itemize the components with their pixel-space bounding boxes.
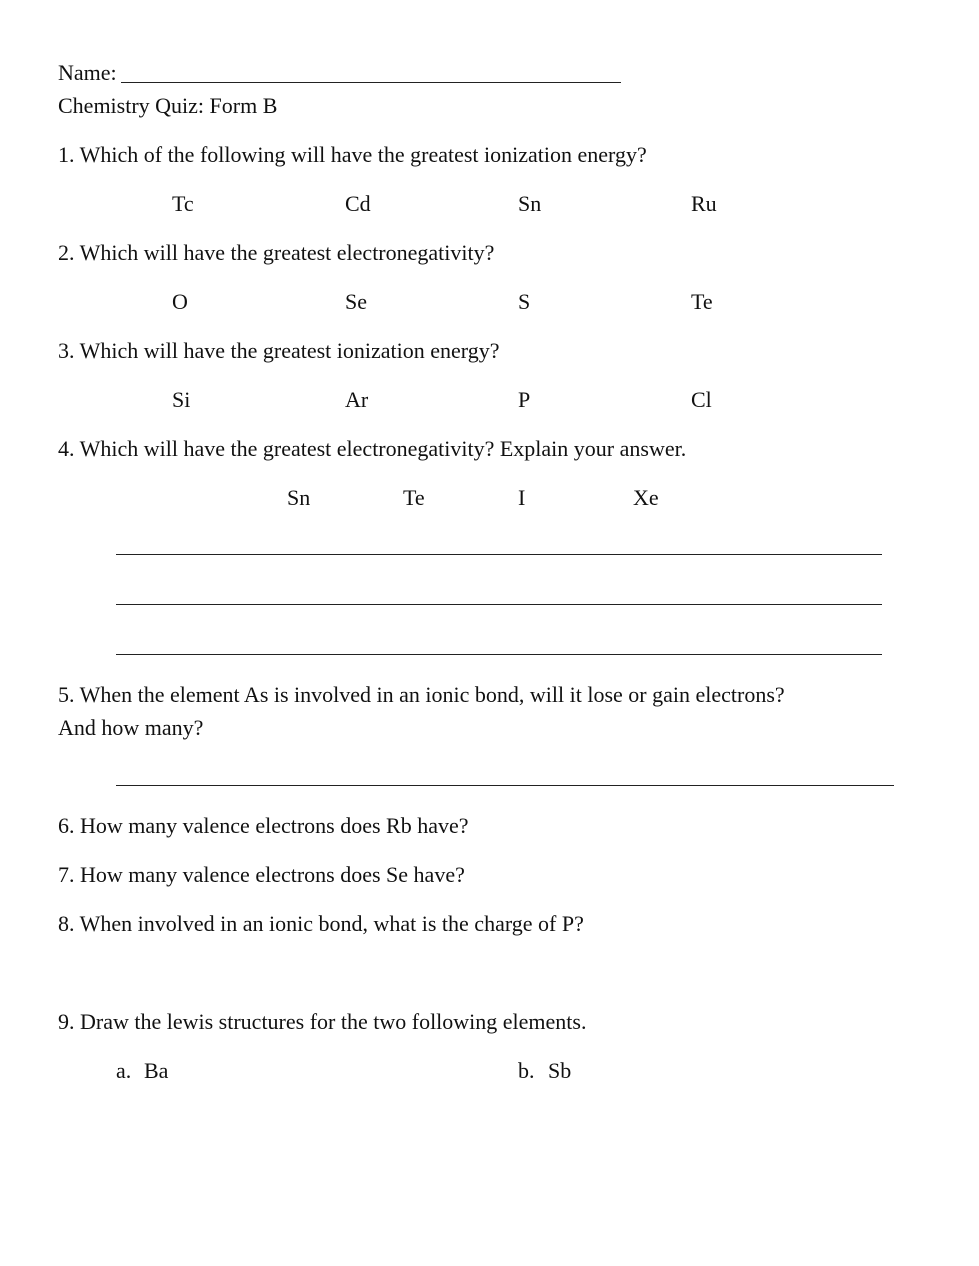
q4-choice-3: I [518, 485, 526, 510]
q4-answer-line-2[interactable] [116, 604, 882, 605]
question-4-text: 4. Which will have the greatest electronegativity? Explain your answer. [58, 436, 687, 461]
name-label: Name: [58, 60, 117, 85]
q9-part-b-element: Sb [548, 1058, 572, 1083]
q4-answer-line-1[interactable] [116, 554, 882, 555]
q1-choice-1: Tc [172, 191, 194, 216]
question-1-text: 1. Which of the following will have the greatest ionization energy? [58, 142, 647, 167]
q1-choice-2: Cd [345, 191, 371, 216]
question-6-text: 6. How many valence electrons does Rb have? [58, 813, 469, 838]
page-title: Chemistry Quiz: Form B [58, 93, 278, 118]
q3-choice-3: P [518, 387, 531, 412]
q4-choice-4: Xe [633, 485, 659, 510]
q1-choice-4: Ru [691, 191, 717, 216]
q2-choice-2: Se [345, 289, 367, 314]
q5-answer-line[interactable] [116, 785, 894, 786]
q4-answer-line-3[interactable] [116, 654, 882, 655]
q4-choice-2: Te [403, 485, 425, 510]
name-blank-line[interactable] [121, 61, 621, 83]
q2-choice-1: O [172, 289, 188, 314]
q9-part-a-label: a. [116, 1058, 132, 1083]
q1-choice-3: Sn [518, 191, 542, 216]
q4-choice-1: Sn [287, 485, 311, 510]
q2-choice-3: S [518, 289, 531, 314]
question-2-text: 2. Which will have the greatest electronegativity? [58, 240, 495, 265]
question-3-text: 3. Which will have the greatest ionization energy? [58, 338, 500, 363]
q3-choice-4: Cl [691, 387, 712, 412]
q2-choice-4: Te [691, 289, 713, 314]
question-5-text-line-1: 5. When the element As is involved in an ionic bond, will it lose or gain electrons? [58, 682, 785, 707]
question-7-text: 7. How many valence electrons does Se have? [58, 862, 465, 887]
q9-part-b-label: b. [518, 1058, 535, 1083]
question-8-text: 8. When involved in an ionic bond, what is the charge of P? [58, 911, 584, 936]
q3-choice-1: Si [172, 387, 191, 412]
question-9-text: 9. Draw the lewis structures for the two following elements. [58, 1009, 587, 1034]
question-5-text-line-2: And how many? [58, 715, 204, 740]
q9-part-a-element: Ba [144, 1058, 169, 1083]
q3-choice-2: Ar [345, 387, 369, 412]
